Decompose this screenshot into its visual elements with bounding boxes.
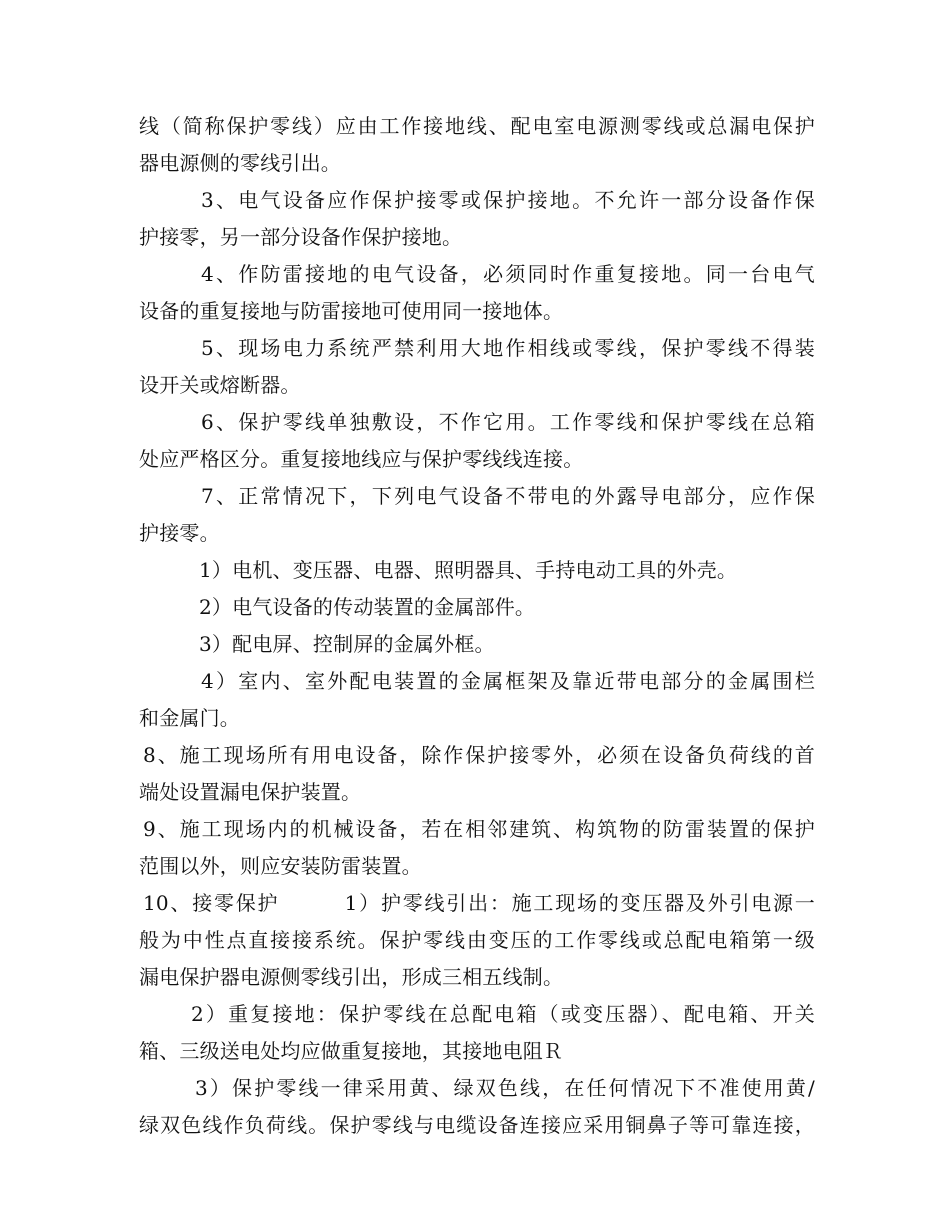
text-line: 设开关或熔断器。	[139, 373, 301, 397]
text-line: 2）电气设备的传动装置的金属部件。	[199, 595, 536, 619]
text-line: 3、电气设备应作保护接零或保护接地。不允许一部分设备作保	[201, 188, 815, 212]
text-line: 8、施工现场所有用电设备，除作保护接零外，必须在设备负荷线的首	[143, 743, 815, 767]
document-body	[139, 108, 815, 1144]
text-line: 3）配电屏、控制屏的金属外框。	[199, 632, 495, 656]
text-line: 3）保护零线一律采用黄、绿双色线，在任何情况下不准使用黄/	[195, 1076, 815, 1100]
text-line: 6、保护零线单独敷设，不作它用。工作零线和保护零线在总箱	[201, 410, 815, 434]
text-line: 箱、三级送电处均应做重复接地，其接地电阻Ｒ	[139, 1039, 564, 1063]
text-line: 9、施工现场内的机械设备，若在相邻建筑、构筑物的防雷装置的保护	[143, 817, 815, 841]
text-line: 护接零。	[139, 521, 220, 545]
text-line: 10、接零保护 1）护零线引出：施工现场的变压器及外引电源一	[143, 891, 815, 915]
text-line: 般为中性点直接接系统。保护零线由变压的工作零线或总配电箱第一级	[139, 928, 815, 952]
text-line: 绿双色线作负荷线。保护零线与电缆设备连接应采用铜鼻子等可靠连接，	[139, 1113, 815, 1137]
text-line: 和金属门。	[139, 706, 240, 730]
text-line: 1）电机、变压器、电器、照明器具、手持电动工具的外壳。	[199, 558, 738, 582]
text-line: 端处设置漏电保护装置。	[139, 780, 362, 804]
text-line: 范围以外，则应安装防雷装置。	[139, 854, 422, 878]
text-line: 4、作防雷接地的电气设备，必须同时作重复接地。同一台电气	[201, 262, 815, 286]
text-line: 处应严格区分。重复接地线应与保护零线线连接。	[139, 447, 584, 471]
text-line: 线（简称保护零线）应由工作接地线、配电室电源测零线或总漏电保护	[139, 114, 815, 138]
text-line: 器电源侧的零线引出。	[139, 151, 341, 175]
text-line: 4）室内、室外配电装置的金属框架及靠近带电部分的金属围栏	[201, 669, 815, 693]
text-line: 设备的重复接地与防雷接地可使用同一接地体。	[139, 299, 564, 323]
text-line: 漏电保护器电源侧零线引出，形成三相五线制。	[139, 965, 564, 989]
text-line: 5、现场电力系统严禁利用大地作相线或零线，保护零线不得装	[201, 336, 815, 360]
text-line: 7、正常情况下，下列电气设备不带电的外露导电部分，应作保	[201, 484, 815, 508]
text-line: 2）重复接地：保护零线在总配电箱（或变压器）、配电箱、开关	[191, 1002, 815, 1026]
text-line: 护接零，另一部分设备作保护接地。	[139, 225, 463, 249]
